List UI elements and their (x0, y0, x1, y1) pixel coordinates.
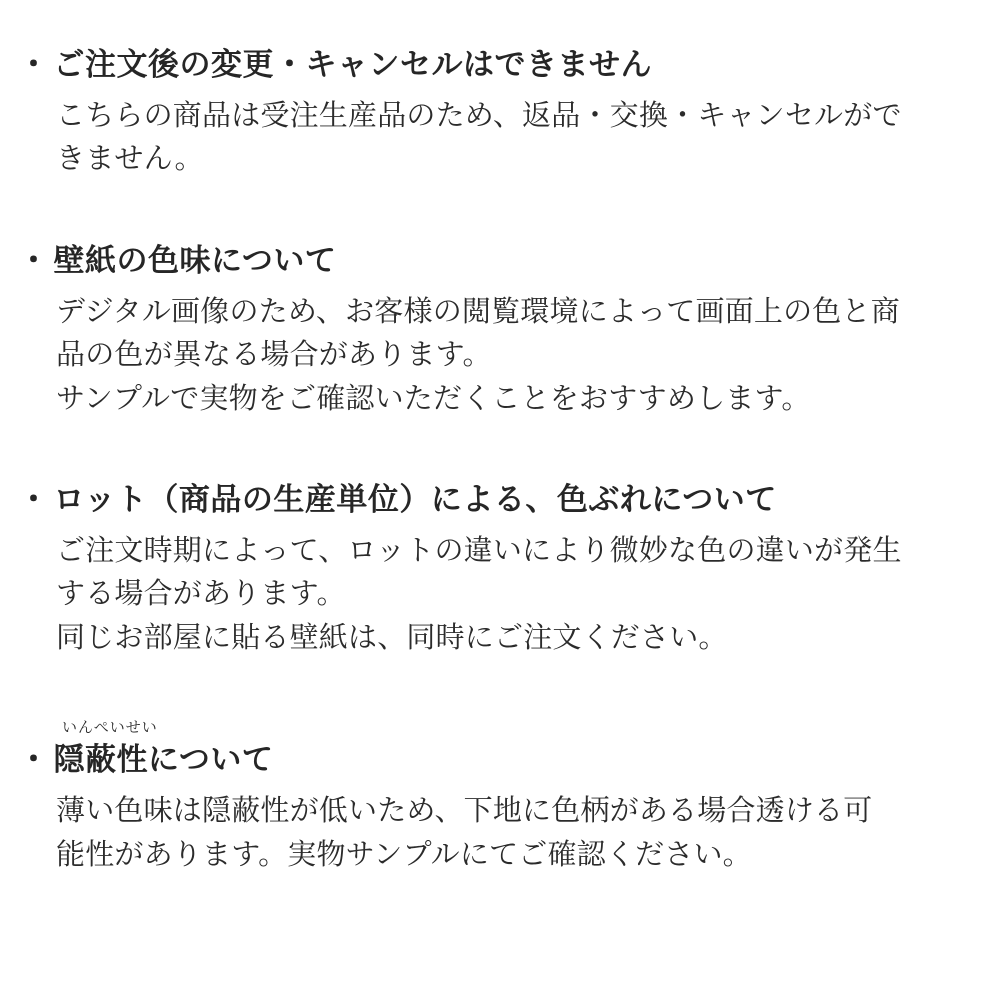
body-line: ご注文時期によって、ロットの違いにより微妙な色の違いが発生 (56, 534, 902, 567)
body-line: 薄い色味は隠蔽性が低いため、下地に色柄がある場合透ける可 (56, 795, 873, 827)
section-body (56, 530, 970, 661)
body-line: サンプルで実物をご確認いただくことをおすすめします。 (56, 382, 811, 415)
body-line: 能性があります。実物サンプルにてご確認ください。 (56, 838, 752, 871)
body-line: 品の色が異なる場合があります。 (56, 339, 492, 371)
section-heading (18, 46, 970, 85)
bullet-marker: ・ (18, 742, 50, 778)
body-line: する場合があります。 (56, 578, 346, 611)
body-line: きません。 (56, 143, 204, 176)
section-heading-text: 隠蔽性について (53, 742, 274, 778)
body-line: 同じお部屋に貼る壁紙は、同時にご注文ください。 (56, 621, 728, 654)
body-line: こちらの商品は受注生産品のため、返品・交換・キャンセルがで (56, 99, 902, 132)
section-body (56, 790, 970, 877)
bullet-marker: ・ (18, 47, 50, 82)
section-body (56, 95, 970, 182)
ruby-annotation-wrapper (18, 720, 970, 735)
section-heading (18, 741, 970, 780)
notice-section-opacity (18, 720, 970, 877)
section-heading-text: 壁紙の色味について (53, 242, 337, 278)
ruby-text: いんぺいせい (62, 719, 158, 737)
notice-section-order-change (18, 46, 970, 182)
section-heading (18, 242, 970, 281)
notice-section-color-tone (18, 242, 970, 421)
section-heading-text: ロット（商品の生産単位）による、色ぶれについて (53, 482, 777, 517)
body-line: デジタル画像のため、お客様の閲覧環境によって画面上の色と商 (56, 295, 900, 328)
notice-section-lot-variation (18, 481, 970, 660)
bullet-marker: ・ (18, 482, 50, 517)
section-heading-text: ご注文後の変更・キャンセルはできません (53, 47, 652, 82)
section-body (56, 291, 970, 422)
bullet-marker: ・ (18, 242, 50, 278)
section-heading (18, 481, 970, 520)
